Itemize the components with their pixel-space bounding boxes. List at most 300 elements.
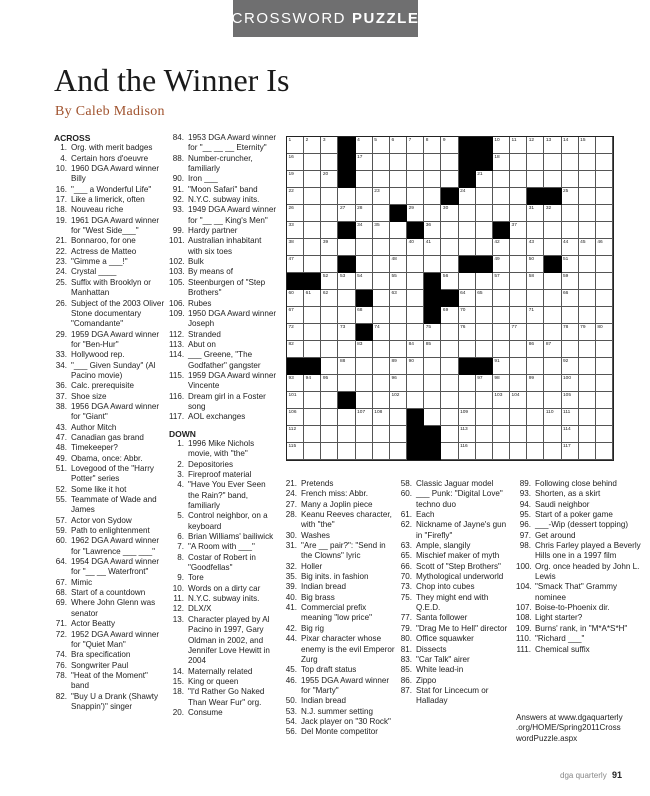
grid-cell[interactable] <box>373 358 390 375</box>
grid-cell[interactable] <box>544 290 561 307</box>
grid-cell[interactable] <box>407 171 424 188</box>
grid-cell[interactable] <box>304 375 321 392</box>
grid-cell[interactable] <box>476 443 493 460</box>
grid-cell[interactable] <box>287 426 304 443</box>
grid-cell[interactable] <box>321 409 338 426</box>
grid-cell[interactable] <box>287 409 304 426</box>
grid-cell[interactable] <box>562 392 579 409</box>
grid-cell[interactable] <box>390 222 407 239</box>
grid-cell[interactable] <box>493 375 510 392</box>
grid-cell[interactable] <box>424 222 441 239</box>
grid-cell[interactable] <box>373 307 390 324</box>
grid-cell[interactable] <box>493 188 510 205</box>
grid-cell[interactable] <box>544 273 561 290</box>
grid-cell[interactable] <box>356 154 373 171</box>
grid-cell[interactable] <box>321 171 338 188</box>
grid-cell[interactable] <box>356 256 373 273</box>
grid-cell[interactable] <box>510 222 527 239</box>
grid-cell[interactable] <box>321 290 338 307</box>
grid-cell[interactable] <box>493 426 510 443</box>
grid-cell[interactable] <box>579 154 596 171</box>
grid-cell[interactable] <box>476 171 493 188</box>
grid-cell[interactable] <box>510 188 527 205</box>
grid-cell[interactable] <box>596 443 613 460</box>
grid-cell[interactable] <box>356 307 373 324</box>
grid-cell[interactable] <box>596 188 613 205</box>
grid-cell[interactable] <box>476 426 493 443</box>
grid-cell[interactable] <box>459 443 476 460</box>
grid-cell[interactable] <box>304 409 321 426</box>
grid-cell[interactable] <box>287 256 304 273</box>
grid-cell[interactable] <box>493 307 510 324</box>
grid-cell[interactable] <box>476 188 493 205</box>
grid-cell[interactable] <box>493 324 510 341</box>
grid-cell[interactable] <box>304 171 321 188</box>
grid-cell[interactable] <box>510 290 527 307</box>
grid-cell[interactable] <box>373 137 390 154</box>
grid-cell[interactable] <box>373 375 390 392</box>
grid-cell[interactable] <box>356 358 373 375</box>
grid-cell[interactable] <box>527 307 544 324</box>
grid-cell[interactable] <box>287 239 304 256</box>
grid-cell[interactable] <box>356 273 373 290</box>
grid-cell[interactable] <box>510 307 527 324</box>
grid-cell[interactable] <box>544 222 561 239</box>
grid-cell[interactable] <box>373 443 390 460</box>
grid-cell[interactable] <box>562 154 579 171</box>
grid-cell[interactable] <box>441 222 458 239</box>
grid-cell[interactable] <box>321 341 338 358</box>
grid-cell[interactable] <box>287 341 304 358</box>
grid-cell[interactable] <box>562 222 579 239</box>
grid-cell[interactable] <box>441 205 458 222</box>
grid-cell[interactable] <box>338 341 355 358</box>
grid-cell[interactable] <box>510 358 527 375</box>
grid-cell[interactable] <box>407 188 424 205</box>
grid-cell[interactable] <box>441 409 458 426</box>
grid-cell[interactable] <box>596 426 613 443</box>
grid-cell[interactable] <box>596 205 613 222</box>
grid-cell[interactable] <box>544 409 561 426</box>
grid-cell[interactable] <box>596 222 613 239</box>
grid-cell[interactable] <box>579 188 596 205</box>
grid-cell[interactable] <box>321 154 338 171</box>
grid-cell[interactable] <box>476 290 493 307</box>
grid-cell[interactable] <box>493 171 510 188</box>
grid-cell[interactable] <box>544 358 561 375</box>
grid-cell[interactable] <box>579 222 596 239</box>
grid-cell[interactable] <box>321 443 338 460</box>
grid-cell[interactable] <box>424 239 441 256</box>
grid-cell[interactable] <box>493 239 510 256</box>
grid-cell[interactable] <box>510 171 527 188</box>
grid-cell[interactable] <box>510 239 527 256</box>
grid-cell[interactable] <box>356 239 373 256</box>
grid-cell[interactable] <box>510 273 527 290</box>
grid-cell[interactable] <box>373 188 390 205</box>
grid-cell[interactable] <box>476 239 493 256</box>
grid-cell[interactable] <box>338 375 355 392</box>
grid-cell[interactable] <box>390 341 407 358</box>
grid-cell[interactable] <box>424 188 441 205</box>
grid-cell[interactable] <box>373 171 390 188</box>
grid-cell[interactable] <box>476 273 493 290</box>
grid-cell[interactable] <box>596 307 613 324</box>
grid-cell[interactable] <box>459 273 476 290</box>
grid-cell[interactable] <box>596 409 613 426</box>
grid-cell[interactable] <box>493 358 510 375</box>
grid-cell[interactable] <box>321 188 338 205</box>
grid-cell[interactable] <box>459 426 476 443</box>
grid-cell[interactable] <box>407 375 424 392</box>
grid-cell[interactable] <box>596 324 613 341</box>
grid-cell[interactable] <box>579 307 596 324</box>
grid-cell[interactable] <box>544 205 561 222</box>
grid-cell[interactable] <box>390 409 407 426</box>
grid-cell[interactable] <box>356 205 373 222</box>
grid-cell[interactable] <box>441 341 458 358</box>
grid-cell[interactable] <box>373 256 390 273</box>
grid-cell[interactable] <box>338 409 355 426</box>
grid-cell[interactable] <box>441 154 458 171</box>
grid-cell[interactable] <box>579 205 596 222</box>
grid-cell[interactable] <box>579 171 596 188</box>
grid-cell[interactable] <box>476 324 493 341</box>
grid-cell[interactable] <box>390 171 407 188</box>
grid-cell[interactable] <box>544 324 561 341</box>
grid-cell[interactable] <box>596 256 613 273</box>
grid-cell[interactable] <box>527 324 544 341</box>
grid-cell[interactable] <box>493 273 510 290</box>
grid-cell[interactable] <box>287 307 304 324</box>
grid-cell[interactable] <box>407 273 424 290</box>
grid-cell[interactable] <box>579 239 596 256</box>
grid-cell[interactable] <box>287 324 304 341</box>
grid-cell[interactable] <box>596 290 613 307</box>
grid-cell[interactable] <box>407 392 424 409</box>
grid-cell[interactable] <box>338 443 355 460</box>
grid-cell[interactable] <box>356 222 373 239</box>
grid-cell[interactable] <box>579 426 596 443</box>
grid-cell[interactable] <box>476 222 493 239</box>
grid-cell[interactable] <box>493 392 510 409</box>
grid-cell[interactable] <box>407 324 424 341</box>
grid-cell[interactable] <box>596 341 613 358</box>
grid-cell[interactable] <box>338 205 355 222</box>
grid-cell[interactable] <box>287 188 304 205</box>
grid-cell[interactable] <box>321 358 338 375</box>
grid-cell[interactable] <box>390 290 407 307</box>
grid-cell[interactable] <box>373 205 390 222</box>
grid-cell[interactable] <box>527 222 544 239</box>
grid-cell[interactable] <box>527 137 544 154</box>
grid-cell[interactable] <box>527 426 544 443</box>
grid-cell[interactable] <box>596 154 613 171</box>
grid-cell[interactable] <box>459 341 476 358</box>
grid-cell[interactable] <box>459 409 476 426</box>
grid-cell[interactable] <box>579 375 596 392</box>
grid-cell[interactable] <box>304 341 321 358</box>
grid-cell[interactable] <box>441 137 458 154</box>
grid-cell[interactable] <box>304 443 321 460</box>
grid-cell[interactable] <box>356 409 373 426</box>
grid-cell[interactable] <box>321 307 338 324</box>
grid-cell[interactable] <box>407 239 424 256</box>
grid-cell[interactable] <box>287 392 304 409</box>
grid-cell[interactable] <box>424 409 441 426</box>
grid-cell[interactable] <box>596 239 613 256</box>
grid-cell[interactable] <box>373 426 390 443</box>
grid-cell[interactable] <box>390 375 407 392</box>
grid-cell[interactable] <box>510 375 527 392</box>
grid-cell[interactable] <box>304 137 321 154</box>
grid-cell[interactable] <box>527 154 544 171</box>
grid-cell[interactable] <box>390 137 407 154</box>
grid-cell[interactable] <box>304 256 321 273</box>
grid-cell[interactable] <box>596 137 613 154</box>
grid-cell[interactable] <box>424 171 441 188</box>
grid-cell[interactable] <box>459 205 476 222</box>
grid-cell[interactable] <box>544 154 561 171</box>
grid-cell[interactable] <box>493 205 510 222</box>
grid-cell[interactable] <box>596 392 613 409</box>
grid-cell[interactable] <box>527 205 544 222</box>
grid-cell[interactable] <box>562 409 579 426</box>
grid-cell[interactable] <box>579 273 596 290</box>
grid-cell[interactable] <box>510 392 527 409</box>
grid-cell[interactable] <box>527 443 544 460</box>
grid-cell[interactable] <box>459 222 476 239</box>
grid-cell[interactable] <box>287 375 304 392</box>
grid-cell[interactable] <box>476 409 493 426</box>
grid-cell[interactable] <box>562 239 579 256</box>
grid-cell[interactable] <box>510 443 527 460</box>
grid-cell[interactable] <box>493 341 510 358</box>
grid-cell[interactable] <box>579 409 596 426</box>
grid-cell[interactable] <box>441 375 458 392</box>
grid-cell[interactable] <box>562 443 579 460</box>
grid-cell[interactable] <box>596 171 613 188</box>
grid-cell[interactable] <box>287 171 304 188</box>
grid-cell[interactable] <box>373 324 390 341</box>
grid-cell[interactable] <box>476 341 493 358</box>
grid-cell[interactable] <box>441 443 458 460</box>
grid-cell[interactable] <box>321 273 338 290</box>
grid-cell[interactable] <box>441 307 458 324</box>
grid-cell[interactable] <box>459 307 476 324</box>
grid-cell[interactable] <box>321 205 338 222</box>
grid-cell[interactable] <box>579 358 596 375</box>
grid-cell[interactable] <box>459 290 476 307</box>
grid-cell[interactable] <box>596 358 613 375</box>
grid-cell[interactable] <box>321 426 338 443</box>
grid-cell[interactable] <box>493 409 510 426</box>
grid-cell[interactable] <box>527 409 544 426</box>
grid-cell[interactable] <box>338 324 355 341</box>
grid-cell[interactable] <box>544 426 561 443</box>
grid-cell[interactable] <box>544 375 561 392</box>
grid-cell[interactable] <box>510 205 527 222</box>
grid-cell[interactable] <box>544 392 561 409</box>
grid-cell[interactable] <box>441 256 458 273</box>
grid-cell[interactable] <box>459 239 476 256</box>
grid-cell[interactable] <box>527 171 544 188</box>
grid-cell[interactable] <box>544 239 561 256</box>
grid-cell[interactable] <box>407 205 424 222</box>
grid-cell[interactable] <box>424 324 441 341</box>
grid-cell[interactable] <box>544 307 561 324</box>
grid-cell[interactable] <box>493 154 510 171</box>
grid-cell[interactable] <box>321 375 338 392</box>
grid-cell[interactable] <box>287 205 304 222</box>
grid-cell[interactable] <box>390 324 407 341</box>
grid-cell[interactable] <box>321 239 338 256</box>
grid-cell[interactable] <box>373 409 390 426</box>
grid-cell[interactable] <box>304 222 321 239</box>
grid-cell[interactable] <box>510 154 527 171</box>
grid-cell[interactable] <box>356 375 373 392</box>
grid-cell[interactable] <box>476 307 493 324</box>
grid-cell[interactable] <box>321 256 338 273</box>
grid-cell[interactable] <box>338 307 355 324</box>
grid-cell[interactable] <box>562 375 579 392</box>
grid-cell[interactable] <box>441 358 458 375</box>
grid-cell[interactable] <box>562 273 579 290</box>
grid-cell[interactable] <box>287 443 304 460</box>
grid-cell[interactable] <box>304 426 321 443</box>
grid-cell[interactable] <box>562 205 579 222</box>
grid-cell[interactable] <box>459 375 476 392</box>
grid-cell[interactable] <box>390 154 407 171</box>
grid-cell[interactable] <box>356 137 373 154</box>
grid-cell[interactable] <box>493 443 510 460</box>
grid-cell[interactable] <box>459 188 476 205</box>
grid-cell[interactable] <box>510 324 527 341</box>
grid-cell[interactable] <box>338 290 355 307</box>
grid-cell[interactable] <box>407 341 424 358</box>
grid-cell[interactable] <box>596 375 613 392</box>
grid-cell[interactable] <box>527 341 544 358</box>
grid-cell[interactable] <box>527 392 544 409</box>
grid-cell[interactable] <box>424 358 441 375</box>
grid-cell[interactable] <box>390 273 407 290</box>
grid-cell[interactable] <box>562 171 579 188</box>
grid-cell[interactable] <box>407 137 424 154</box>
grid-cell[interactable] <box>527 290 544 307</box>
grid-cell[interactable] <box>441 171 458 188</box>
grid-cell[interactable] <box>493 137 510 154</box>
grid-cell[interactable] <box>527 358 544 375</box>
grid-cell[interactable] <box>562 188 579 205</box>
grid-cell[interactable] <box>390 426 407 443</box>
grid-cell[interactable] <box>287 137 304 154</box>
grid-cell[interactable] <box>407 358 424 375</box>
grid-cell[interactable] <box>441 324 458 341</box>
grid-cell[interactable] <box>407 256 424 273</box>
grid-cell[interactable] <box>390 188 407 205</box>
grid-cell[interactable] <box>476 205 493 222</box>
grid-cell[interactable] <box>304 188 321 205</box>
grid-cell[interactable] <box>579 324 596 341</box>
grid-cell[interactable] <box>424 256 441 273</box>
grid-cell[interactable] <box>373 239 390 256</box>
grid-cell[interactable] <box>579 392 596 409</box>
grid-cell[interactable] <box>441 273 458 290</box>
grid-cell[interactable] <box>510 341 527 358</box>
grid-cell[interactable] <box>373 341 390 358</box>
grid-cell[interactable] <box>321 392 338 409</box>
grid-cell[interactable] <box>321 222 338 239</box>
grid-cell[interactable] <box>338 358 355 375</box>
grid-cell[interactable] <box>562 137 579 154</box>
grid-cell[interactable] <box>596 273 613 290</box>
grid-cell[interactable] <box>476 375 493 392</box>
grid-cell[interactable] <box>562 426 579 443</box>
grid-cell[interactable] <box>390 256 407 273</box>
grid-cell[interactable] <box>287 290 304 307</box>
grid-cell[interactable] <box>424 341 441 358</box>
grid-cell[interactable] <box>304 324 321 341</box>
grid-cell[interactable] <box>304 154 321 171</box>
grid-cell[interactable] <box>510 409 527 426</box>
grid-cell[interactable] <box>579 341 596 358</box>
grid-cell[interactable] <box>356 443 373 460</box>
grid-cell[interactable] <box>476 392 493 409</box>
grid-cell[interactable] <box>459 392 476 409</box>
grid-cell[interactable] <box>579 443 596 460</box>
grid-cell[interactable] <box>441 239 458 256</box>
grid-cell[interactable] <box>373 273 390 290</box>
grid-cell[interactable] <box>390 307 407 324</box>
grid-cell[interactable] <box>338 239 355 256</box>
grid-cell[interactable] <box>390 392 407 409</box>
grid-cell[interactable] <box>407 154 424 171</box>
grid-cell[interactable] <box>527 239 544 256</box>
grid-cell[interactable] <box>390 358 407 375</box>
grid-cell[interactable] <box>424 137 441 154</box>
grid-cell[interactable] <box>304 205 321 222</box>
grid-cell[interactable] <box>338 188 355 205</box>
grid-cell[interactable] <box>321 137 338 154</box>
grid-cell[interactable] <box>544 341 561 358</box>
grid-cell[interactable] <box>373 154 390 171</box>
grid-cell[interactable] <box>510 137 527 154</box>
grid-cell[interactable] <box>544 443 561 460</box>
grid-cell[interactable] <box>562 307 579 324</box>
grid-cell[interactable] <box>407 307 424 324</box>
grid-cell[interactable] <box>579 256 596 273</box>
grid-cell[interactable] <box>562 324 579 341</box>
grid-cell[interactable] <box>304 239 321 256</box>
grid-cell[interactable] <box>544 171 561 188</box>
grid-cell[interactable] <box>510 426 527 443</box>
grid-cell[interactable] <box>562 341 579 358</box>
grid-cell[interactable] <box>424 205 441 222</box>
grid-cell[interactable] <box>287 222 304 239</box>
grid-cell[interactable] <box>441 426 458 443</box>
grid-cell[interactable] <box>407 290 424 307</box>
grid-cell[interactable] <box>424 392 441 409</box>
grid-cell[interactable] <box>441 392 458 409</box>
grid-cell[interactable] <box>390 239 407 256</box>
grid-cell[interactable] <box>579 137 596 154</box>
grid-cell[interactable] <box>373 222 390 239</box>
grid-cell[interactable] <box>493 290 510 307</box>
grid-cell[interactable] <box>356 392 373 409</box>
grid-cell[interactable] <box>304 392 321 409</box>
grid-cell[interactable] <box>356 171 373 188</box>
grid-cell[interactable] <box>304 307 321 324</box>
